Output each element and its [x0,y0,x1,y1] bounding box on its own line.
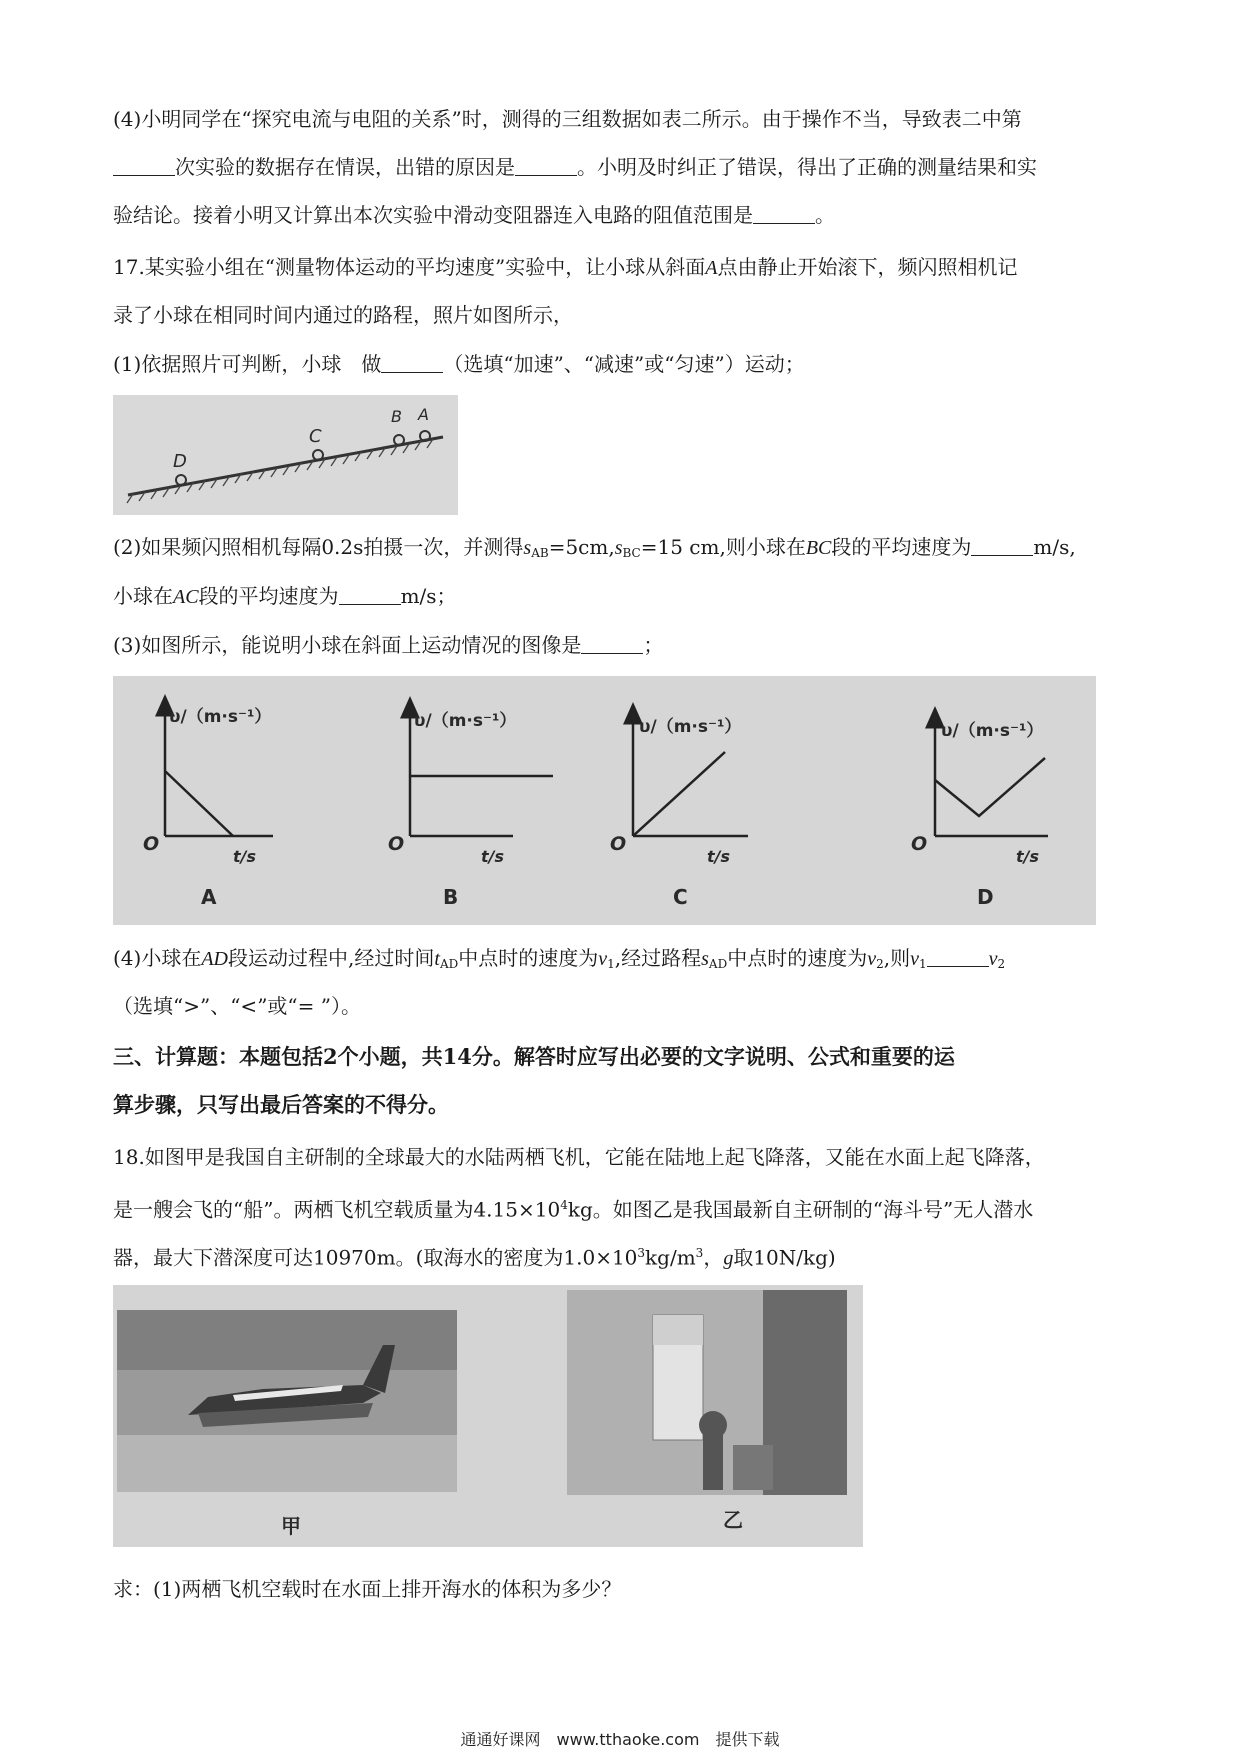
section3-heading-line1: 三、计算题：本题包括2个小题，共14分。解答时应写出必要的文字说明、公式和重要的运 [113,1044,955,1069]
graph-b-origin: O [388,833,405,855]
incline-label-c: C [309,426,322,447]
q18-line2: 是一艘会飞的“船”。两栖飞机空载质量为$4.15\times 10^4kg$。如图乙是我国最新自主研制的“海斗号”无人潜水 [113,1197,1034,1222]
q18-line3: 器，最大下潜深度可达10970m。(取海水的密度为$1.0\times 10^3kg/m^3$，g取10N/kg) [113,1245,836,1270]
graph-d-ylabel: υ/（m·s⁻¹） [941,721,1044,741]
photo-label-yi: 乙 [723,1508,743,1532]
graph-b-xlabel: t/s [481,847,505,866]
q17-part2-line2: 小球在AC段的平均速度为 m/s； [113,584,457,608]
answer-blank[interactable] [339,586,401,605]
q16-part4-line1: (4)小明同学在“探究电流与电阻的关系”时，测得的三组数据如表二所示。由于操作不当，导致表二中第 [113,107,1022,131]
vt-graphs-panel [113,676,1096,925]
footer-source: 通通好课网 www.tthaoke.com 提供下载 [460,1730,780,1749]
graph-a-ylabel: υ/（m·s⁻¹） [169,707,272,727]
graph-c-origin: O [610,833,627,855]
q17-part2-line1: (2)如果频闪照相机每隔0.2s拍摄一次，并测得$s_{AB}=5cm,s_{BC}=15$ cm,则小球在BC段的平均速度为 m/s, [113,535,1076,560]
graph-d-label: D [977,885,994,909]
graph-c-ylabel: υ/（m·s⁻¹） [639,717,742,737]
q17-stem-line2: 录了小球在相同时间内通过的路程，照片如图所示， [113,303,573,327]
q17-part4-line1: (4)小球在AD段运动过程中,经过时间$t_{AD}$中点时的速度为$v_1$,经过路程$s_{AD}$中点时的速度为$v_2$,则$v_1$ $v_2$ [113,946,1006,971]
incline-photo [113,395,458,515]
photo-submersible [567,1290,847,1495]
q18-line1: 18.如图甲是我国自主研制的全球最大的水陆两栖飞机，它能在陆地上起飞降落，又能在水面上起飞降落， [113,1145,1045,1169]
photo-label-jia: 甲 [281,1514,301,1538]
answer-blank[interactable] [971,537,1033,556]
q16-part4-line2: 次实验的数据存在情误，出错的原因是 。小明及时纠正了错误，得出了正确的测量结果和实 [113,155,1133,179]
q18-question1: 求：(1)两栖飞机空载时在水面上排开海水的体积为多少？ [113,1577,622,1601]
graph-b-ylabel: υ/（m·s⁻¹） [414,711,517,731]
graph-c-label: C [673,885,688,909]
graph-a-xlabel: t/s [233,847,257,866]
answer-blank[interactable] [381,354,443,373]
answer-blank[interactable] [753,205,815,224]
incline-label-b: B [391,407,402,426]
q17-stem-line1: 17.某实验小组在“测量物体运动的平均速度”实验中，让小球从斜面A点由静止开始滚下，频闪照相机记 [113,255,1018,279]
answer-blank[interactable] [515,157,577,176]
graph-d-xlabel: t/s [1016,847,1040,866]
answer-blank[interactable] [113,157,175,176]
graph-d-origin: O [911,833,928,855]
photo-amphibious-aircraft [117,1310,457,1492]
graph-a-label: A [201,885,217,909]
answer-blank[interactable] [927,948,989,967]
q17-part3: (3)如图所示，能说明小球在斜面上运动情况的图像是 ； [113,633,664,657]
graph-a-origin: O [143,833,160,855]
graph-c-xlabel: t/s [707,847,731,866]
q17-part4-line2: （选填“>”、“<”或“= ”）。 [113,994,361,1018]
graph-b-label: B [443,885,459,909]
incline-label-a: A [418,405,429,424]
section3-heading-line2: 算步骤，只写出最后答案的不得分。 [113,1092,449,1117]
answer-blank[interactable] [581,635,643,654]
q17-part1: (1)依据照片可判断，小球 做 （选填“加速”、“减速”或“匀速”）运动； [113,352,805,376]
q18-photos-panel [113,1285,863,1547]
q16-part4-line3: 验结论。接着小明又计算出本次实验中滑动变阻器连入电路的阻值范围是 。 [113,203,835,227]
incline-label-d: D [173,451,187,472]
